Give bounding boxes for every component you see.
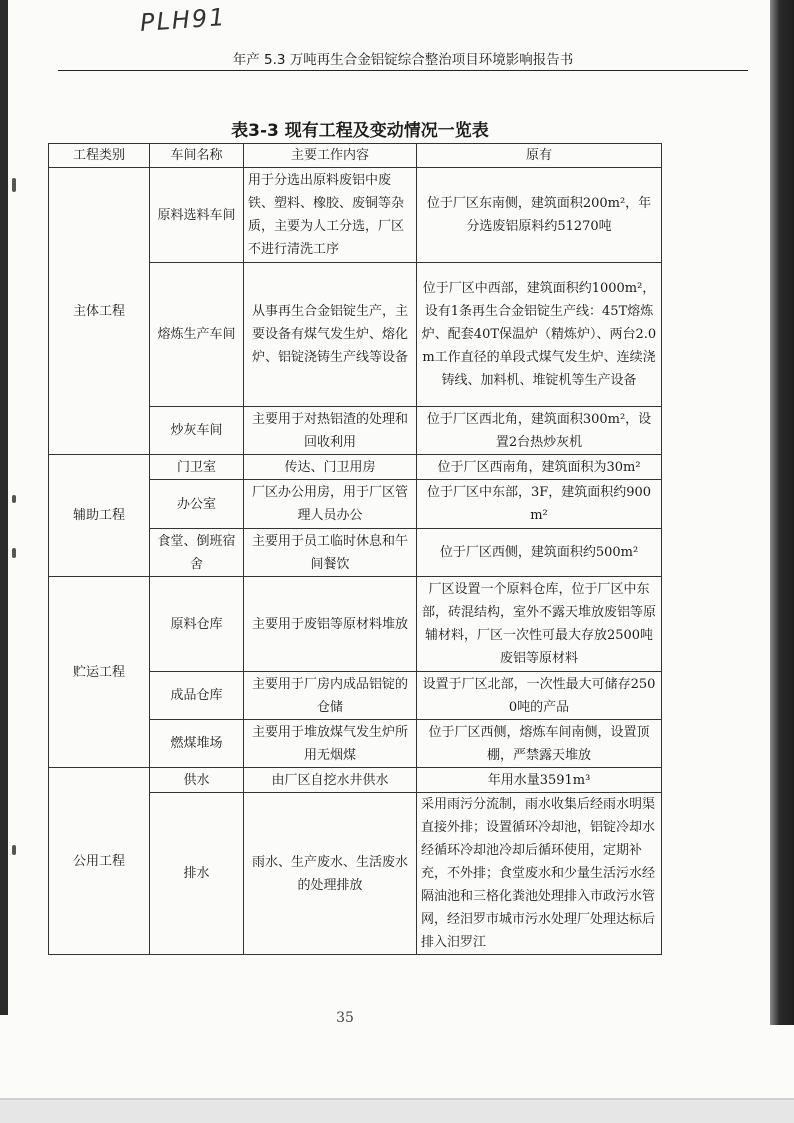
- workshop-cell: 燃煤堆场: [150, 720, 244, 768]
- header-existing: 原有: [417, 144, 662, 168]
- workshop-cell: 供水: [150, 768, 244, 793]
- header-category: 工程类别: [49, 144, 150, 168]
- content-cell: 厂区办公用房，用于厂区管理人员办公: [244, 480, 417, 529]
- table-title: 表3-3 现有工程及变动情况一览表: [231, 121, 489, 141]
- workshop-cell: 办公室: [150, 480, 244, 529]
- workshop-cell: 门卫室: [150, 455, 244, 480]
- content-cell: 主要用于员工临时休息和午间餐饮: [244, 529, 417, 577]
- header-workshop: 车间名称: [150, 144, 244, 168]
- scan-mark: [12, 178, 16, 192]
- content-cell: 主要用于厂房内成品铝锭的仓储: [244, 672, 417, 720]
- content-cell: 由厂区自挖水井供水: [244, 768, 417, 793]
- scan-mark: [12, 495, 16, 503]
- existing-cell: 位于厂区中东部，3F，建筑面积约900m²: [417, 480, 662, 529]
- header-content: 主要工作内容: [244, 144, 417, 168]
- table-row: [49, 455, 662, 480]
- table-row: [49, 577, 662, 672]
- content-cell: 雨水、生产废水、生活废水的处理排放: [244, 793, 417, 955]
- existing-cell: 位于厂区东南侧，建筑面积200m²，年分选废铝原料约51270吨: [417, 168, 662, 263]
- content-cell: 主要用于堆放煤气发生炉所用无烟煤: [244, 720, 417, 768]
- content-cell: 主要用于废铝等原材料堆放: [244, 577, 417, 672]
- workshop-cell: 原料选料车间: [150, 168, 244, 263]
- table-header-row: [49, 144, 662, 168]
- existing-cell: 厂区设置一个原料仓库，位于厂区中东部，砖混结构，室外不露天堆放废铝等原辅材料，厂区一次性可最大存放2500吨废铝等原材料: [417, 577, 662, 672]
- project-table: [48, 143, 662, 955]
- table-row: [49, 168, 662, 263]
- workshop-cell: 排水: [150, 793, 244, 955]
- scan-bottom-band: [0, 1100, 794, 1123]
- content-cell: 主要用于对热铝渣的处理和回收利用: [244, 407, 417, 455]
- scan-mark: [12, 548, 16, 558]
- scan-mark: [12, 845, 16, 855]
- existing-cell: 年用水量3591m³: [417, 768, 662, 793]
- scan-right-edge: [770, 0, 794, 1025]
- content-cell: 传达、门卫用房: [244, 455, 417, 480]
- content-cell: 用于分选出原料废铝中废铁、塑料、橡胶、废铜等杂质，主要为人工分选，厂区不进行清洗工序: [244, 168, 417, 263]
- document-header: 年产 5.3 万吨再生合金铝锭综合整治项目环境影响报告书: [232, 52, 574, 68]
- handwritten-note: PLH91: [139, 3, 228, 37]
- category-cell: 贮运工程: [49, 577, 150, 768]
- existing-cell: 位于厂区西北角，建筑面积300m²，设置2台热炒灰机: [417, 407, 662, 455]
- workshop-cell: 原料仓库: [150, 577, 244, 672]
- table-row: [49, 768, 662, 793]
- category-cell: 主体工程: [49, 168, 150, 455]
- existing-cell: 位于厂区西侧，熔炼车间南侧，设置顶棚，严禁露天堆放: [417, 720, 662, 768]
- category-cell: 辅助工程: [49, 455, 150, 577]
- existing-cell: 位于厂区西南角，建筑面积为30m²: [417, 455, 662, 480]
- workshop-cell: 成品仓库: [150, 672, 244, 720]
- workshop-cell: 食堂、倒班宿舍: [150, 529, 244, 577]
- header-rule: [58, 70, 748, 71]
- existing-cell: 设置于厂区北部，一次性最大可储存2500吨的产品: [417, 672, 662, 720]
- scan-left-edge: [0, 0, 8, 1015]
- existing-cell: 采用雨污分流制，雨水收集后经雨水明渠直接外排；设置循环冷却池，铝锭冷却水经循环冷却池冷却后循环使用，定期补充，不外排；食堂废水和少量生活污水经隔油池和三格化粪池处理排入市政污水管网，经汨罗市城市污水处理厂处理达标后排入汨罗江: [417, 793, 662, 955]
- workshop-cell: 炒灰车间: [150, 407, 244, 455]
- workshop-cell: 熔炼生产车间: [150, 263, 244, 407]
- page-number: 35: [336, 1010, 354, 1026]
- existing-cell: 位于厂区西侧，建筑面积约500m²: [417, 529, 662, 577]
- category-cell: 公用工程: [49, 768, 150, 955]
- existing-cell: 位于厂区中西部，建筑面积约1000m²，设有1条再生合金铝锭生产线：45T熔炼炉、配套40T保温炉（精炼炉）、两台2.0m工作直径的单段式煤气发生炉、连续浇铸线、加料机、堆锭机等生产设备: [417, 263, 662, 407]
- content-cell: 从事再生合金铝锭生产，主要设备有煤气发生炉、熔化炉、铝锭浇铸生产线等设备: [244, 263, 417, 407]
